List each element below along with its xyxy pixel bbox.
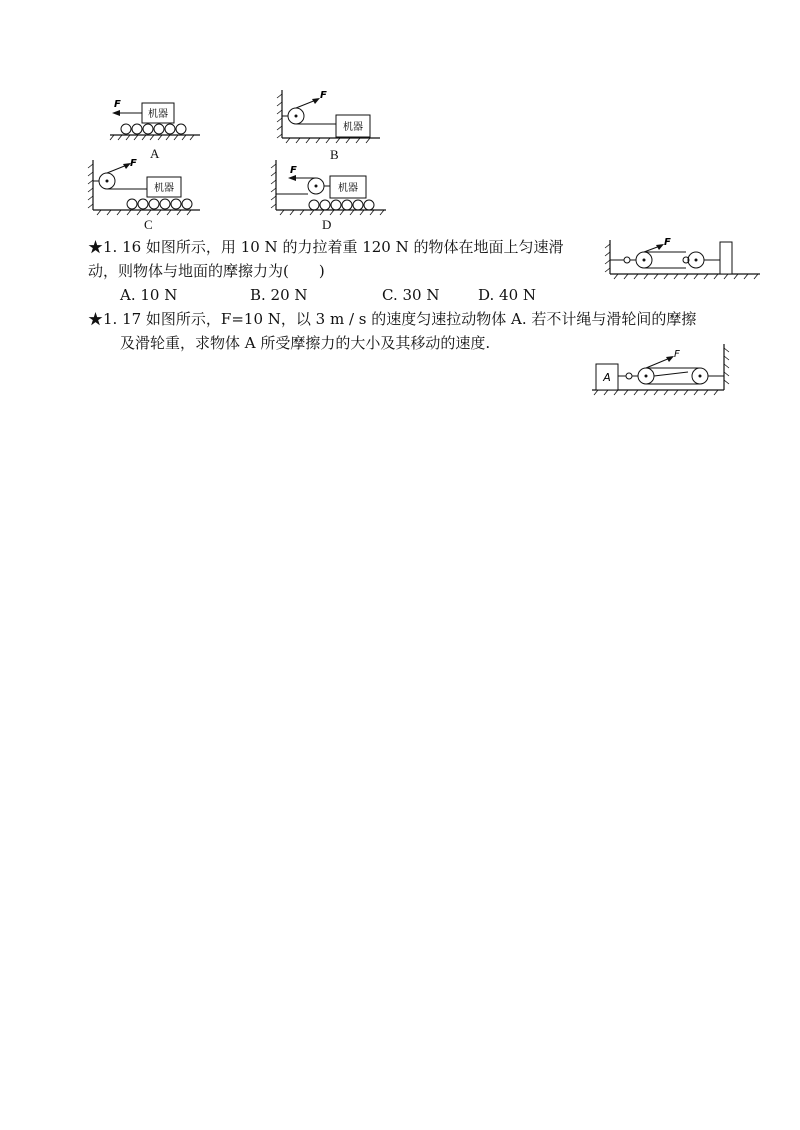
q16-stem-line-2: 动，则物体与地面的摩擦力为( ) — [88, 262, 325, 280]
q17-stem-line-1: ★1. 17 如图所示，F=10 N，以 3 m / s 的速度匀速拉动物体 A. 若不计绳与滑轮间的摩擦 — [88, 310, 697, 328]
caption-b: B — [330, 147, 339, 162]
machine-label: 机器 — [338, 183, 358, 194]
figure-b — [270, 88, 390, 148]
force-label: F — [320, 90, 327, 101]
caption-a: A — [150, 146, 160, 161]
machine-label: 机器 — [148, 109, 168, 120]
machine-label: 机器 — [154, 183, 174, 194]
force-label: F — [290, 165, 297, 176]
force-label: F — [664, 237, 671, 248]
caption-d: D — [322, 217, 332, 232]
force-label: F — [130, 158, 137, 169]
q16-option-c: C. 30 N — [382, 286, 440, 304]
q16-option-a: A. 10 N — [120, 286, 178, 304]
figure-c — [85, 158, 210, 218]
force-label: F — [114, 99, 121, 110]
q16-option-b: B. 20 N — [250, 286, 308, 304]
force-label: F — [674, 349, 680, 360]
q17-stem-line-2: 及滑轮重，求物体 A 所受摩擦力的大小及其移动的速度. — [120, 334, 491, 352]
caption-c: C — [144, 217, 153, 232]
q16-option-d: D. 40 N — [478, 286, 537, 304]
figure-d — [268, 158, 393, 218]
figure-q16 — [600, 232, 765, 282]
figure-q17 — [588, 340, 738, 395]
q16-stem-line-1: ★1. 16 如图所示，用 10 N 的力拉着重 120 N 的物体在地面上匀速滑 — [88, 238, 564, 256]
block-label: A — [603, 371, 611, 384]
figure-a — [100, 95, 210, 145]
machine-label: 机器 — [343, 122, 363, 133]
